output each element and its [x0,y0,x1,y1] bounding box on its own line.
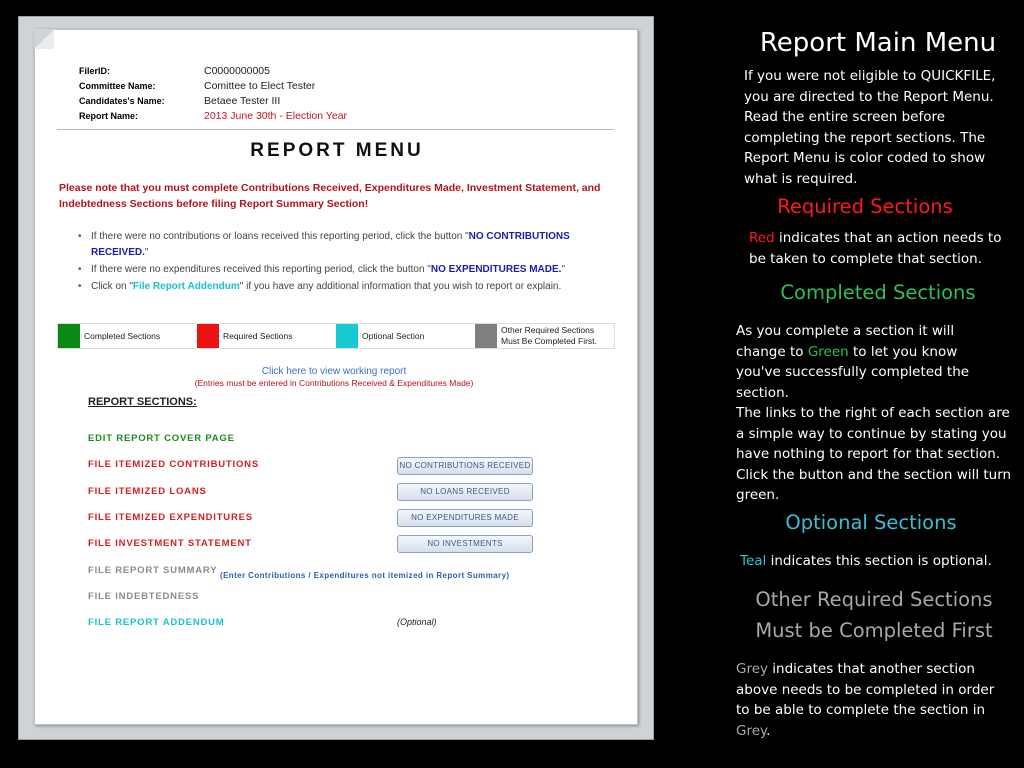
bullet-text: " [561,264,565,275]
report-menu-screenshot [18,16,654,740]
header-divider [57,129,614,130]
report-page [34,29,638,725]
other-required-text [736,659,998,741]
legend-label: Required Sections [223,331,293,341]
slide-title: Report Main Menu [759,28,997,58]
info-label: Report Name: [79,111,139,121]
bullet-text: " if you have any additional information that you wish to report or explain. [239,281,562,292]
no-contributions-button[interactable]: NO CONTRIBUTIONS RECEIVED [397,457,533,475]
warning-notice: Please note that you must complete Contributions Received, Expenditures Made, Investment Statement, and Indebtedness Sections before filing Report Summary Section! [59,182,601,210]
color-legend [57,323,615,349]
page-fold-corner [34,29,54,49]
section-edit-cover-page[interactable]: EDIT REPORT COVER PAGE [88,433,235,444]
legend-label: Completed Sections [84,331,161,341]
page-title: REPORT MENU [250,140,424,161]
completed-sections-text [736,321,1000,403]
bullet-emphasis: File Report Addendum [132,281,240,292]
section-report-summary: FILE REPORT SUMMARY [88,565,218,576]
section-itemized-contributions[interactable]: FILE ITEMIZED CONTRIBUTIONS [88,459,259,470]
links-explanation-text: The links to the right of each section are a simple way to continue by stating you have nothing to report for that section. Click the button and the section will turn green. [736,405,1012,503]
color-word-teal: Teal [740,553,767,569]
required-sections-heading: Required Sections [777,195,953,218]
view-working-report-link[interactable]: Click here to view working report [261,366,407,377]
section-itemized-expenditures[interactable]: FILE ITEMIZED EXPENDITURES [88,512,253,523]
color-word-red: Red [749,230,775,246]
no-expenditures-button[interactable]: NO EXPENDITURES MADE [397,509,533,527]
info-value: 2013 June 30th - Election Year [204,110,348,122]
optional-sections-heading: Optional Sections [785,511,957,534]
legend-label: Other Required Sections Must Be Completed First. [501,325,597,346]
legend-swatch-green [58,324,80,348]
legend-label: Optional Section [362,331,425,341]
info-value: C0000000005 [204,65,270,77]
report-sections-heading: REPORT SECTIONS: [88,396,197,408]
required-sections-text [749,228,1017,269]
text-fragment: to let you know you've successfully completed the section. [736,343,970,401]
list-item [77,229,614,261]
other-required-heading-line-2: Must be Completed First [755,619,993,642]
text-fragment: . [766,722,771,739]
section-report-addendum[interactable]: FILE REPORT ADDENDUM [88,617,225,628]
bullet-emphasis: NO CONTRIBUTIONS RECEIVED. [91,231,570,258]
bullet-text: " [144,247,149,258]
list-item [77,262,614,278]
bullet-text: If there were no contributions or loans received this reporting period, click the button " [91,231,469,242]
text-fragment: indicates that another section above needs to be completed in order to be able to complete the section in [736,661,995,718]
info-label: Candidates's Name: [79,96,165,106]
legend-swatch-red [197,324,219,348]
color-word-green: Green [807,343,849,360]
text-fragment: As you complete a section it will change to [736,323,955,360]
instructions-list [77,229,614,296]
bullet-text: If there were no expenditures received this reporting period, click the button " [91,264,431,275]
bullet-emphasis: NO EXPENDITURES MADE. [430,264,562,275]
report-summary-note: (Enter Contributions / Expenditures not itemized in Report Summary) [220,571,510,580]
bullet-text: Click on " [91,281,133,292]
info-label: Committee Name: [79,81,156,91]
section-itemized-loans[interactable]: FILE ITEMIZED LOANS [88,486,207,497]
section-indebtedness: FILE INDEBTEDNESS [88,591,200,602]
color-word-grey: Grey [736,722,767,739]
optional-label: (Optional) [397,617,437,627]
no-loans-button[interactable]: NO LOANS RECEIVED [397,483,533,501]
list-item [77,279,614,295]
info-label: FilerID: [79,66,111,76]
text-fragment: indicates that an action needs to be taken to complete that section. [749,230,1002,267]
other-required-heading-line-1: Other Required Sections [755,588,993,611]
optional-sections-text [740,551,1018,572]
info-value: Comittee to Elect Tester [204,80,316,92]
completed-sections-heading: Completed Sections [780,281,976,304]
legend-swatch-teal [336,324,358,348]
info-value: Betaee Tester III [204,95,281,107]
section-investment-statement[interactable]: FILE INVESTMENT STATEMENT [88,538,252,549]
legend-swatch-grey [475,324,497,348]
view-report-note: (Entries must be entered in Contributions Received & Expenditures Made) [194,378,474,388]
color-word-grey: Grey [736,661,769,677]
intro-text: If you were not eligible to QUICKFILE, you are directed to the Report Menu. Read the entire screen before completing the report sections. The Report Menu is color coded to show what is required. [744,68,996,187]
no-investments-button[interactable]: NO INVESTMENTS [397,535,533,553]
text-fragment: indicates this section is optional. [766,553,992,569]
